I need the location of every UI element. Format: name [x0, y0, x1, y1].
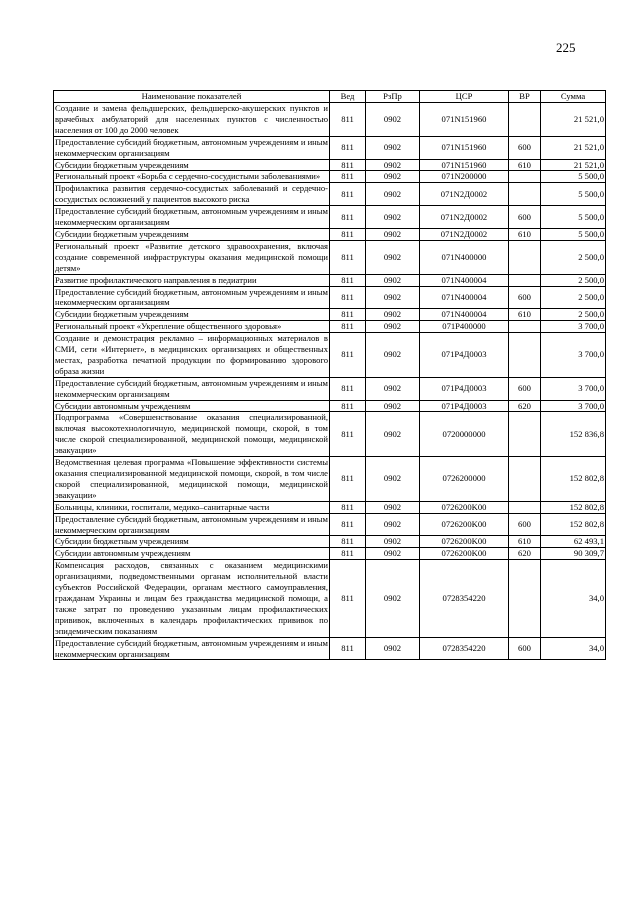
table-row: [54, 637, 606, 660]
cell-ved: 811: [330, 560, 366, 637]
cell-vr: [509, 560, 541, 637]
cell-csr: 071N200000: [420, 171, 509, 183]
cell-rzpr: 0902: [366, 412, 420, 457]
table-row: [54, 560, 606, 637]
table-row: [54, 309, 606, 321]
table-row: [54, 321, 606, 333]
cell-name: Предоставление субсидий бюджетным, автономным учреждениям и иным некоммерческим организациям: [55, 513, 328, 535]
table-row: [54, 513, 606, 536]
cell-vr: 620: [509, 548, 541, 560]
cell-csr: 071N2Д0002: [420, 206, 509, 229]
cell-vr: 600: [509, 377, 541, 400]
cell-vr: [509, 412, 541, 457]
cell-rzpr: 0902: [366, 548, 420, 560]
table-row: [54, 501, 606, 513]
table-row: [54, 286, 606, 309]
cell-csr: 0726200K00: [420, 513, 509, 536]
cell-rzpr: 0902: [366, 560, 420, 637]
cell-sum: 152 802,8: [541, 501, 606, 513]
cell-sum: 2 500,0: [541, 286, 606, 309]
cell-ved: 811: [330, 400, 366, 412]
page-number: 225: [556, 40, 576, 55]
cell-sum: 3 700,0: [541, 377, 606, 400]
cell-ved: 811: [330, 228, 366, 240]
cell-csr: 071N2Д0002: [420, 183, 509, 206]
cell-sum: 152 802,8: [541, 513, 606, 536]
cell-ved: 811: [330, 333, 366, 378]
table-row: [54, 136, 606, 159]
cell-ved: 811: [330, 136, 366, 159]
cell-vr: 600: [509, 637, 541, 660]
cell-sum: 2 500,0: [541, 240, 606, 274]
cell-sum: 34,0: [541, 637, 606, 660]
cell-name: Развитие профилактического направления в педиатрии: [54, 274, 330, 286]
cell-csr: 071P4Д0003: [420, 333, 509, 378]
cell-csr: 071P400000: [420, 321, 509, 333]
table-row: [54, 548, 606, 560]
header-sum: Сумма: [541, 91, 606, 103]
cell-sum: 152 802,8: [541, 457, 606, 502]
cell-rzpr: 0902: [366, 309, 420, 321]
cell-rzpr: 0902: [366, 377, 420, 400]
cell-ved: 811: [330, 457, 366, 502]
cell-ved: 811: [330, 536, 366, 548]
table-row: [54, 171, 606, 183]
cell-name: Создание и демонстрация рекламно – информационных материалов в СМИ, сети «Интернет», в медицинских организациях и общественных местах, разработка печатной продукции по формированию здорового образа жизни: [55, 333, 328, 376]
cell-name: Предоставление субсидий бюджетным, автономным учреждениям и иным некоммерческим организациям: [55, 377, 328, 399]
cell-ved: 811: [330, 309, 366, 321]
cell-name: Субсидии автономным учреждениям: [54, 548, 330, 560]
cell-ved: 811: [330, 321, 366, 333]
cell-rzpr: 0902: [366, 333, 420, 378]
table-body: [54, 103, 606, 660]
header-ved: Вед: [330, 91, 366, 103]
table-row: [54, 206, 606, 229]
cell-vr: 600: [509, 286, 541, 309]
cell-ved: 811: [330, 240, 366, 274]
cell-rzpr: 0902: [366, 274, 420, 286]
cell-name: Субсидии бюджетным учреждениям: [54, 228, 330, 240]
cell-vr: 610: [509, 309, 541, 321]
table-header-row: [54, 91, 606, 103]
cell-name: Региональный проект «Борьба с сердечно-сосудистыми заболеваниями»: [54, 171, 330, 183]
cell-vr: [509, 274, 541, 286]
budget-table: [53, 90, 606, 660]
cell-vr: [509, 333, 541, 378]
cell-vr: [509, 457, 541, 502]
cell-ved: 811: [330, 286, 366, 309]
cell-name: Подпрограмма «Совершенствование оказания специализированной, включая высокотехнологичную, медицинской помощи, скорой, в том числе скорой специализированной, медицинской помощи, медицинской эвакуации»: [55, 412, 328, 456]
table-row: [54, 183, 606, 206]
cell-csr: 071N400004: [420, 286, 509, 309]
cell-sum: 152 836,8: [541, 412, 606, 457]
cell-csr: 0726200K00: [420, 501, 509, 513]
cell-csr: 071P4Д0003: [420, 377, 509, 400]
cell-rzpr: 0902: [366, 501, 420, 513]
cell-name: Субсидии бюджетным учреждениям: [54, 309, 330, 321]
cell-vr: 620: [509, 400, 541, 412]
cell-name: Региональный проект «Укрепление общественного здоровья»: [54, 321, 330, 333]
header-csr: ЦСР: [420, 91, 509, 103]
cell-csr: 071N151960: [420, 159, 509, 171]
cell-rzpr: 0902: [366, 321, 420, 333]
table-row: [54, 103, 606, 137]
cell-rzpr: 0902: [366, 286, 420, 309]
cell-sum: 3 700,0: [541, 400, 606, 412]
cell-sum: 5 500,0: [541, 183, 606, 206]
cell-sum: 3 700,0: [541, 321, 606, 333]
cell-vr: 610: [509, 536, 541, 548]
cell-name: Субсидии бюджетным учреждениям: [54, 159, 330, 171]
cell-rzpr: 0902: [366, 457, 420, 502]
table-row: [54, 377, 606, 400]
cell-rzpr: 0902: [366, 536, 420, 548]
cell-ved: 811: [330, 377, 366, 400]
cell-vr: [509, 171, 541, 183]
cell-rzpr: 0902: [366, 206, 420, 229]
cell-ved: 811: [330, 412, 366, 457]
cell-name: Предоставление субсидий бюджетным, автономным учреждениям и иным некоммерческим организациям: [55, 206, 328, 228]
cell-vr: 600: [509, 136, 541, 159]
cell-sum: 62 493,1: [541, 536, 606, 548]
cell-csr: 0728354220: [420, 637, 509, 660]
cell-ved: 811: [330, 501, 366, 513]
table-row: [54, 274, 606, 286]
table-row: [54, 228, 606, 240]
cell-ved: 811: [330, 171, 366, 183]
cell-sum: 5 500,0: [541, 206, 606, 229]
cell-rzpr: 0902: [366, 513, 420, 536]
cell-rzpr: 0902: [366, 159, 420, 171]
cell-name: Предоставление субсидий бюджетным, автономным учреждениям и иным некоммерческим организациям: [55, 637, 328, 659]
cell-sum: 34,0: [541, 560, 606, 637]
cell-name: Создание и замена фельдшерских, фельдшерско-акушерских пунктов и врачебных амбулаторий для населенных пунктов с численностью населения от 100 до 2000 человек: [55, 103, 328, 135]
header-name: Наименование показателей: [54, 91, 330, 103]
cell-sum: 21 521,0: [541, 136, 606, 159]
cell-vr: 610: [509, 228, 541, 240]
cell-ved: 811: [330, 637, 366, 660]
cell-vr: [509, 501, 541, 513]
cell-ved: 811: [330, 183, 366, 206]
cell-vr: 610: [509, 159, 541, 171]
cell-vr: 600: [509, 206, 541, 229]
header-vr: ВР: [509, 91, 541, 103]
cell-ved: 811: [330, 274, 366, 286]
cell-name: Субсидии автономным учреждениям: [54, 400, 330, 412]
table-row: [54, 333, 606, 378]
cell-vr: [509, 240, 541, 274]
cell-rzpr: 0902: [366, 136, 420, 159]
cell-vr: 600: [509, 513, 541, 536]
cell-csr: 071N2Д0002: [420, 228, 509, 240]
table-row: [54, 240, 606, 274]
cell-csr: 071N151960: [420, 136, 509, 159]
cell-rzpr: 0902: [366, 183, 420, 206]
cell-name: Региональный проект «Развитие детского здравоохранения, включая создание современной инфраструктуры оказания медицинской помощи детям»: [55, 240, 328, 273]
table-row: [54, 400, 606, 412]
cell-name: Предоставление субсидий бюджетным, автономным учреждениям и иным некоммерческим организациям: [55, 286, 328, 308]
cell-sum: 5 500,0: [541, 228, 606, 240]
cell-vr: [509, 183, 541, 206]
cell-ved: 811: [330, 206, 366, 229]
cell-csr: 071N151960: [420, 103, 509, 137]
cell-sum: 5 500,0: [541, 171, 606, 183]
cell-sum: 3 700,0: [541, 333, 606, 378]
cell-ved: 811: [330, 103, 366, 137]
cell-sum: 2 500,0: [541, 309, 606, 321]
cell-rzpr: 0902: [366, 103, 420, 137]
cell-vr: [509, 321, 541, 333]
cell-rzpr: 0902: [366, 637, 420, 660]
cell-csr: 071N400004: [420, 309, 509, 321]
cell-name: Больницы, клиники, госпитали, медико–санитарные части: [54, 501, 330, 513]
table-row: [54, 536, 606, 548]
table-row: [54, 159, 606, 171]
cell-name: Субсидии бюджетным учреждениям: [54, 536, 330, 548]
cell-csr: 0728354220: [420, 560, 509, 637]
cell-name: Компенсация расходов, связанных с оказанием медицинскими организациями, подведомственными органам исполнительной власти субъектов Российской Федерации, органам местного самоуправления, гражданам Украины и лицам без гражданства медицинской помощи, а также затрат по проведению указанным лицам профилактических прививок, включенных в календарь профилактических прививок по эпидемическим показаниям: [55, 560, 328, 636]
cell-csr: 071N400004: [420, 274, 509, 286]
cell-sum: 90 309,7: [541, 548, 606, 560]
cell-csr: 0726200000: [420, 457, 509, 502]
cell-sum: 21 521,0: [541, 103, 606, 137]
cell-name: Предоставление субсидий бюджетным, автономным учреждениям и иным некоммерческим организациям: [55, 136, 328, 158]
cell-name: Профилактика развития сердечно-сосудистых заболеваний и сердечно-сосудистых осложнений у пациентов высокого риска: [55, 183, 328, 205]
cell-rzpr: 0902: [366, 171, 420, 183]
cell-ved: 811: [330, 548, 366, 560]
cell-csr: 0726200K00: [420, 548, 509, 560]
cell-ved: 811: [330, 159, 366, 171]
cell-sum: 2 500,0: [541, 274, 606, 286]
cell-rzpr: 0902: [366, 400, 420, 412]
cell-csr: 0720000000: [420, 412, 509, 457]
cell-vr: [509, 103, 541, 137]
cell-rzpr: 0902: [366, 240, 420, 274]
cell-csr: 071P4Д0003: [420, 400, 509, 412]
cell-sum: 21 521,0: [541, 159, 606, 171]
cell-name: Ведомственная целевая программа «Повышение эффективности системы оказания специализированной медицинской помощи, скорой, в том числе скорой специализированной, медицинской помощи, медицинской эвакуации»: [55, 457, 328, 500]
table-row: [54, 412, 606, 457]
cell-rzpr: 0902: [366, 228, 420, 240]
cell-ved: 811: [330, 513, 366, 536]
table-row: [54, 457, 606, 502]
header-rzpr: РзПр: [366, 91, 420, 103]
cell-csr: 071N400000: [420, 240, 509, 274]
cell-csr: 0726200K00: [420, 536, 509, 548]
